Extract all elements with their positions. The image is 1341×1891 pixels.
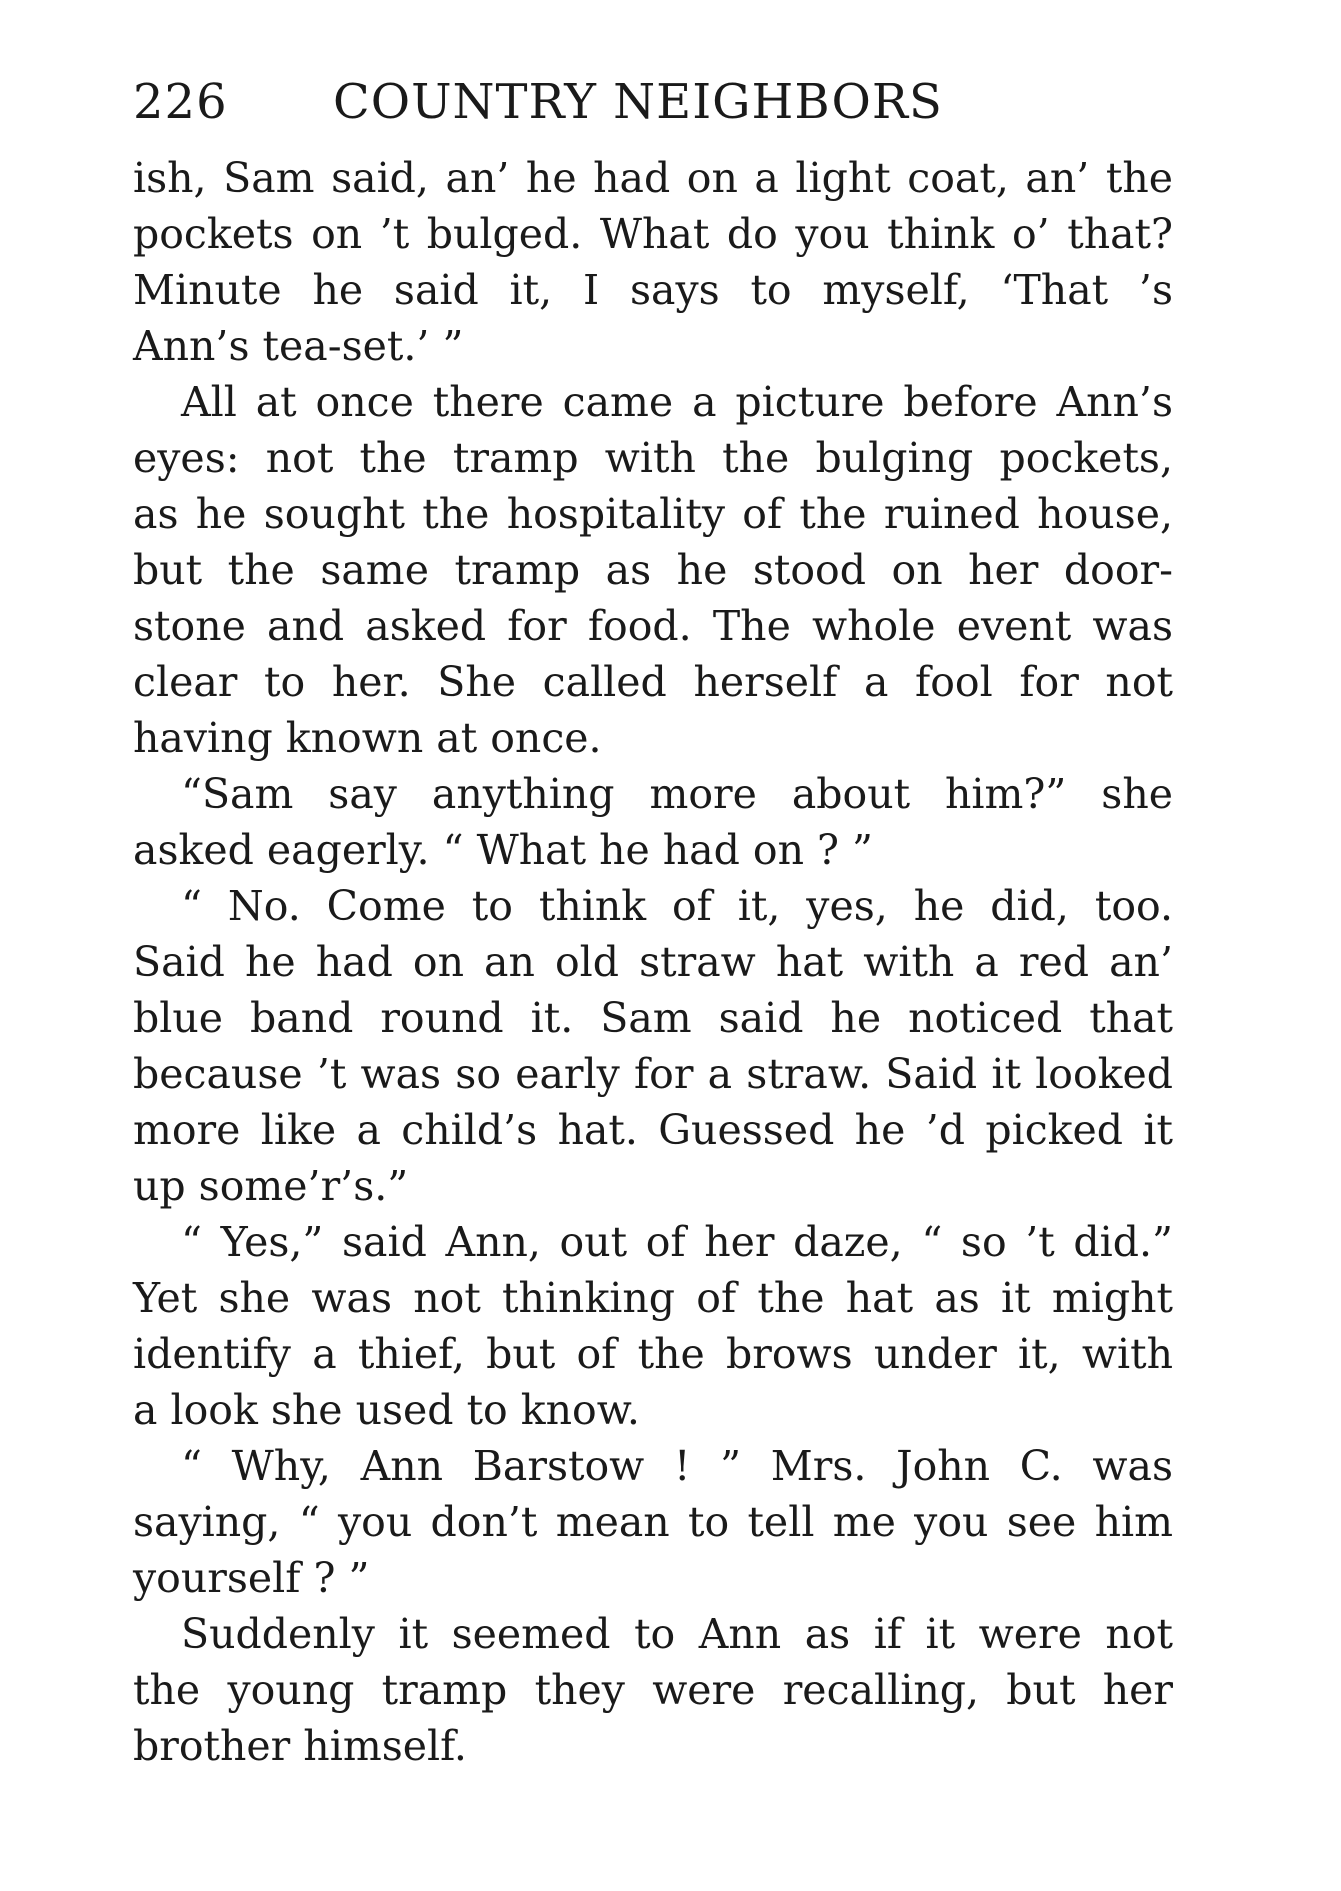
- text-line: “ Why, Ann Barstow ! ” Mrs. John C. was: [181, 1442, 1173, 1490]
- text-line: yourself ? ”: [133, 1554, 370, 1602]
- text-line: the young tramp they were recalling, but her: [133, 1666, 1173, 1714]
- text-line: brother himself.: [133, 1722, 467, 1770]
- text-line: identify a thief, but of the brows under it, with: [133, 1330, 1173, 1378]
- text-line: because ’t was so early for a straw. Said it looked: [133, 1050, 1173, 1098]
- text-line: pockets on ’t bulged. What do you think o’ that?: [133, 210, 1173, 258]
- paragraph: [133, 878, 1173, 1214]
- text-line: up some’r’s.”: [133, 1162, 409, 1210]
- text-line: Ann’s tea-set.’ ”: [133, 322, 464, 370]
- page-number: 226: [133, 74, 228, 130]
- text-line: more like a child’s hat. Guessed he ’d picked it: [133, 1106, 1173, 1154]
- text-line: “ No. Come to think of it, yes, he did, too.: [181, 882, 1173, 930]
- text-line: but the same tramp as he stood on her door-: [133, 546, 1173, 594]
- paragraph: [133, 766, 1173, 878]
- text-line: saying, “ you don’t mean to tell me you see him: [133, 1498, 1173, 1546]
- text-line: Yet she was not thinking of the hat as it might: [133, 1274, 1173, 1322]
- text-line: Suddenly it seemed to Ann as if it were not: [181, 1610, 1173, 1658]
- paragraph: [133, 1214, 1173, 1438]
- running-head: [133, 66, 1173, 138]
- text-line: ish, Sam said, an’ he had on a light coat, an’ the: [133, 154, 1173, 202]
- text-line: clear to her. She called herself a fool for not: [133, 658, 1173, 706]
- body-text: [133, 150, 1173, 1774]
- text-line: as he sought the hospitality of the ruined house,: [133, 490, 1173, 538]
- text-line: Said he had on an old straw hat with a red an’: [133, 938, 1173, 986]
- paragraph: [133, 374, 1173, 766]
- running-title: COUNTRY NEIGHBORS: [333, 74, 943, 130]
- text-line: asked eagerly. “ What he had on ? ”: [133, 826, 874, 874]
- text-line: eyes: not the tramp with the bulging pockets,: [133, 434, 1173, 482]
- text-line: stone and asked for food. The whole event was: [133, 602, 1173, 650]
- text-line: having known at once.: [133, 714, 602, 762]
- text-line: “Sam say anything more about him?” she: [181, 770, 1173, 818]
- text-line: “ Yes,” said Ann, out of her daze, “ so ’t did.”: [181, 1218, 1173, 1266]
- text-line: a look she used to know.: [133, 1386, 640, 1434]
- paragraph: [133, 1438, 1173, 1606]
- paragraph: [133, 1606, 1173, 1774]
- text-line: All at once there came a picture before Ann’s: [181, 378, 1173, 426]
- text-line: blue band round it. Sam said he noticed that: [133, 994, 1173, 1042]
- text-line: Minute he said it, I says to myself, ‘That ’s: [133, 266, 1173, 314]
- paragraph: [133, 150, 1173, 374]
